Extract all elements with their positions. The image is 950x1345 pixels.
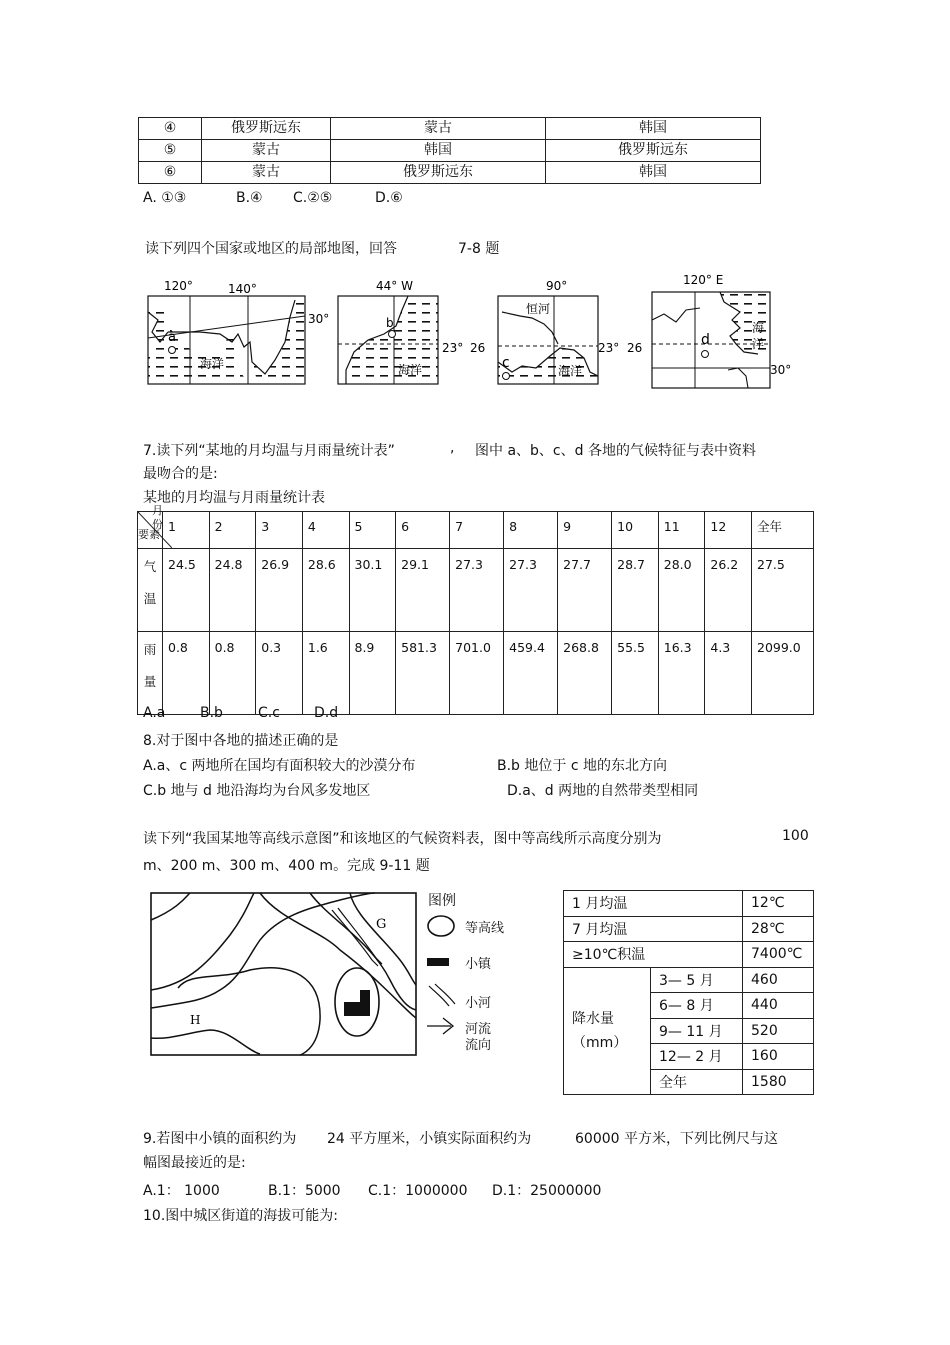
map-c-lon: 90°: [546, 279, 568, 293]
town-symbol-icon: [427, 958, 449, 966]
q7-option-c: C.c: [258, 705, 280, 721]
legend-town: 小镇: [465, 957, 492, 972]
intro-9-11-line1-end: 100: [782, 828, 809, 844]
map-b: [338, 296, 438, 384]
map-c-river: 恒河: [526, 302, 551, 316]
map-a-lat: 30°: [308, 312, 330, 326]
table-row: 12— 2 月 160: [564, 1044, 814, 1070]
contour-label-g: G: [376, 917, 387, 932]
map-c-sea: 海洋: [558, 364, 583, 378]
q9-stem-1c: 60000 平方米，下列比例尺与这: [575, 1131, 778, 1147]
intro-9-11-line1: 读下列“我国某地等高线示意图”和该地区的气候资料表，图中等高线所示高度分别为: [143, 831, 662, 847]
map-d-point: d: [701, 332, 710, 348]
intro-9-11-line2: m、200 m、300 m、400 m。完成 9-11 题: [143, 858, 430, 874]
q8-stem: 8.对于图中各地的描述正确的是: [143, 733, 339, 749]
table-row: ≥10℃积温 7400℃: [564, 942, 814, 968]
map-d-sea-2: 洋: [752, 337, 765, 351]
legend-river: 小河: [465, 996, 492, 1011]
table-row: 降水量 （mm） 3— 5 月 460: [564, 967, 814, 993]
q6-option-c: C.②⑤: [293, 190, 333, 206]
legend-contour: 等高线: [465, 921, 505, 936]
q7-stem-4: 最吻合的是:: [143, 466, 218, 482]
q9-option-d: D.1：25000000: [492, 1183, 602, 1199]
table-row: ④ 俄罗斯远东 蒙古 韩国: [139, 118, 761, 140]
legend-symbols: [425, 912, 461, 1042]
table-row: ⑤ 蒙古 韩国 俄罗斯远东: [139, 140, 761, 162]
legend-flow-2: 流向: [465, 1038, 492, 1053]
q7-option-a: A.a: [143, 705, 166, 721]
table-row: 7 月均温 28℃: [564, 916, 814, 942]
q9-stem-1a: 9.若图中小镇的面积约为: [143, 1131, 297, 1147]
table-row-temp: 气 温 24.5 24.8 26.9 28.6 30.1 29.1 27.3 27.3 27.7 28.7 28.0 26.2 27.5: [138, 549, 814, 632]
intro-7-8-range: 7-8 题: [458, 241, 500, 257]
table-row: 1 月均温 12℃: [564, 891, 814, 917]
temp-rain-table: [137, 504, 814, 715]
q7-option-b: B.b: [200, 705, 223, 721]
q9-stem-2: 幅图最接近的是:: [143, 1155, 246, 1171]
river-symbol-icon: [429, 984, 455, 1006]
legend-flow-1: 河流: [465, 1022, 492, 1037]
climate-table: [563, 890, 814, 1095]
map-d-lat-left: 26: [627, 341, 643, 355]
contour-symbol-icon: [428, 916, 454, 936]
map-a-sea: 海洋: [200, 357, 225, 371]
table-row: ⑥ 蒙古 俄罗斯远东 韩国: [139, 162, 761, 184]
q7-stem-2: ,: [450, 440, 455, 456]
q7-option-d: D.d: [314, 705, 339, 721]
q7-stem-1: 7.读下列“某地的月均温与月雨量统计表”: [143, 443, 395, 459]
map-a-point: a: [168, 330, 176, 345]
map-d-lat-right: 30°: [770, 363, 792, 377]
q6-option-a: A. ①③: [143, 190, 187, 206]
q6-option-b: B.④: [236, 190, 263, 206]
legend-title: 图例: [428, 893, 456, 909]
map-c-lat-left: 26: [470, 341, 486, 355]
q9-option-b: B.1：5000: [268, 1183, 341, 1199]
q8-option-b: B.b 地位于 c 地的东北方向: [497, 758, 667, 774]
q9-option-c: C.1：1000000: [368, 1183, 468, 1199]
q7-stem-3: 图中 a、b、c、d 各地的气候特征与表中资料: [475, 443, 756, 459]
contour-label-h: H: [190, 1013, 201, 1027]
table-row: 9— 11 月 520: [564, 1018, 814, 1044]
q9-option-a: A.1： 1000: [143, 1183, 220, 1199]
regional-maps: [140, 272, 820, 397]
map-a-lon1: 120°: [164, 279, 193, 293]
map-b-point: b: [386, 316, 394, 330]
q8-option-d: D.a、d 两地的自然带类型相同: [507, 783, 699, 799]
table-row-rain: 雨 量 0.8 0.8 0.3 1.6 8.9 581.3 701.0 459.4 268.8 55.5 16.3 4.3 2099.0: [138, 632, 814, 715]
q9-stem-1b: 24 平方厘米，小镇实际面积约为: [327, 1131, 532, 1147]
map-b-lon: 44° W: [376, 279, 413, 293]
table-row: 全年 1580: [564, 1069, 814, 1095]
table-header-row: 月份 要素 1 2 3 4 5 6 7 8 9 10 11 12 全年: [138, 512, 814, 549]
map-b-lat: 23°: [442, 341, 464, 355]
q7-table-title: 某地的月均温与月雨量统计表: [143, 490, 325, 506]
q8-option-c: C.b 地与 d 地沿海均为台风多发地区: [143, 783, 371, 799]
map-d-sea-1: 海: [752, 321, 765, 335]
intro-7-8: 读下列四个国家或地区的局部地图，回答: [145, 241, 397, 257]
q8-option-a: A.a、c 两地所在国均有面积较大的沙漠分布: [143, 758, 416, 774]
answer-combo-table: [138, 117, 761, 184]
q10-stem: 10.图中城区街道的海拔可能为:: [143, 1208, 338, 1224]
map-a-lon2: 140°: [228, 282, 257, 296]
table-corner-cell: 月份 要素: [138, 512, 163, 549]
map-d-lon: 120° E: [683, 273, 724, 287]
flow-arrow-icon: [427, 1018, 453, 1034]
map-c-point: c: [502, 355, 510, 371]
q6-option-d: D.⑥: [375, 190, 403, 206]
contour-map: [150, 890, 418, 1058]
table-row: 6— 8 月 440: [564, 993, 814, 1019]
map-b-sea: 海洋: [398, 363, 423, 377]
map-c-lat-right: 23°: [598, 341, 620, 355]
